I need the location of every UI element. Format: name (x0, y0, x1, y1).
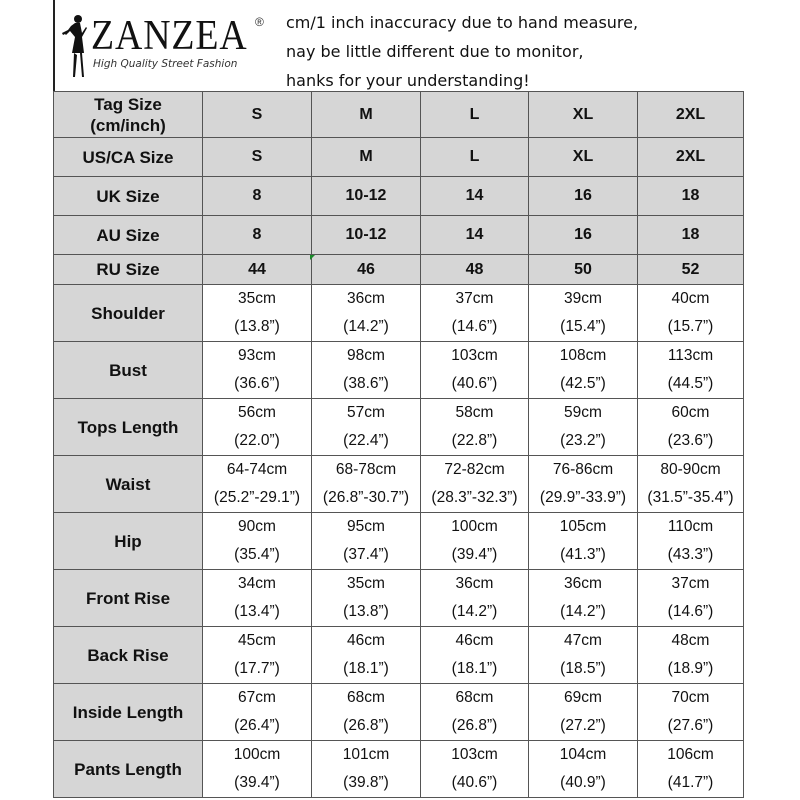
measurement-cell-text: 36cm (564, 575, 602, 592)
measurement-cell (312, 342, 421, 399)
size-value-cell-text: 52 (681, 260, 700, 278)
measurement-cell (638, 399, 744, 456)
size-value-cell (421, 177, 529, 216)
measurement-cell (421, 513, 529, 570)
measurement-cell-text: 80-90cm (660, 461, 721, 478)
note-line: hanks for your understanding! (286, 71, 530, 90)
measurement-cell-text: (22.0”) (234, 432, 280, 449)
measurement-cell-text: 95cm (347, 518, 385, 535)
measurement-cell-text: (22.4”) (343, 432, 389, 449)
size-value-cell-text: 10-12 (345, 226, 387, 243)
measurement-cell-text: 93cm (238, 347, 276, 364)
measurement-cell-text: 68cm (347, 689, 385, 706)
measurement-cell (203, 456, 312, 513)
measurement-cell (203, 684, 312, 741)
measurement-cell-text: (26.8”) (343, 717, 389, 734)
measurement-cell-text: 47cm (564, 632, 602, 649)
measurement-cell-text: (43.3”) (667, 546, 714, 563)
measurement-cell (529, 684, 638, 741)
measurement-cell (638, 570, 744, 627)
size-value-cell (312, 216, 421, 255)
row-label-text: UK Size (96, 186, 160, 206)
measurement-cell-text: (18.1”) (343, 660, 389, 677)
table-header-row (54, 92, 744, 138)
table-row (54, 177, 744, 216)
size-column-header-text: XL (572, 105, 594, 123)
size-value-cell (203, 177, 312, 216)
brand-logo (55, 5, 285, 85)
size-value-cell (638, 255, 744, 285)
size-value-cell-text: 18 (681, 226, 700, 243)
size-value-cell (529, 216, 638, 255)
measurement-cell-text: 68cm (455, 689, 494, 706)
measurement-cell (638, 342, 744, 399)
measurement-cell-text: 48cm (671, 632, 710, 649)
measurement-cell-text: 40cm (671, 290, 710, 307)
measurement-cell-text: 56cm (238, 404, 276, 421)
measurement-cell-text: (26.8”-30.7”) (322, 489, 410, 506)
measurement-cell-text: 46cm (347, 632, 385, 649)
measurement-cell-text: 103cm (451, 746, 498, 763)
measurement-cell-text: (31.5”-35.4”) (647, 489, 734, 506)
table-row (54, 342, 744, 399)
measurement-cell (638, 285, 744, 342)
measurement-cell-text: (36.6”) (234, 375, 280, 392)
measurement-cell-text: (37.4”) (343, 546, 389, 563)
measurement-cell (529, 741, 638, 798)
measurement-cell (529, 513, 638, 570)
size-value-cell (638, 177, 744, 216)
row-label-text: US/CA Size (82, 147, 174, 167)
size-value-cell (421, 255, 529, 285)
measurement-cell (421, 741, 529, 798)
measurement-cell-text: 72-82cm (444, 461, 505, 478)
measurement-cell-text: 34cm (238, 575, 276, 592)
table-row (54, 570, 744, 627)
measurement-notes (286, 8, 638, 95)
measurement-cell-text: (27.6”) (667, 717, 714, 734)
measurement-label (54, 513, 203, 570)
measurement-cell-text: (13.8”) (343, 603, 389, 620)
measurement-label (54, 741, 203, 798)
table-row (54, 255, 744, 285)
measurement-cell (529, 342, 638, 399)
measurement-cell-text: (17.7”) (234, 660, 280, 677)
corner-mark (310, 255, 315, 260)
measurement-cell (421, 399, 529, 456)
measurement-cell-text: (14.6”) (667, 603, 714, 620)
size-value-cell (529, 255, 638, 285)
measurement-cell-text: (15.7”) (667, 318, 714, 335)
measurement-cell (638, 741, 744, 798)
measurement-cell (312, 399, 421, 456)
measurement-cell-text: (14.2”) (343, 318, 389, 335)
measurement-cell-text: (39.4”) (234, 774, 280, 791)
size-value-cell-text: XL (572, 148, 594, 165)
table-row (54, 138, 744, 177)
size-value-cell-text: 14 (465, 187, 484, 204)
measurement-label-text: Back Rise (87, 645, 169, 665)
measurement-cell (529, 627, 638, 684)
measurement-cell-text: 104cm (559, 746, 607, 763)
measurement-label (54, 285, 203, 342)
size-column-header (203, 92, 312, 138)
measurement-cell-text: (26.4”) (234, 717, 280, 734)
measurement-cell-text: 100cm (233, 746, 281, 763)
measurement-cell-text: (13.8”) (234, 318, 280, 335)
measurement-cell-text: 101cm (342, 746, 390, 763)
measurement-cell (529, 399, 638, 456)
measurement-cell-text: 108cm (559, 347, 607, 364)
measurement-cell-text: 59cm (564, 404, 602, 421)
measurement-label (54, 684, 203, 741)
size-column-header-text: L (469, 105, 480, 123)
table-row (54, 456, 744, 513)
measurement-cell-text: 64-74cm (226, 461, 288, 478)
measurement-cell-text: (23.2”) (560, 432, 606, 449)
size-value-cell-text: 8 (252, 226, 262, 243)
measurement-cell-text: 45cm (238, 632, 276, 649)
measurement-cell-text: 69cm (564, 689, 602, 706)
measurement-cell-text: 113cm (667, 347, 714, 364)
size-value-cell-text: 2XL (675, 148, 706, 165)
size-column-header (638, 92, 744, 138)
measurement-cell (312, 627, 421, 684)
measurement-label (54, 627, 203, 684)
measurement-cell-text: 58cm (455, 404, 494, 421)
measurement-cell (421, 627, 529, 684)
measurement-label-text: Bust (109, 360, 147, 380)
measurement-cell-text: (27.2”) (560, 717, 606, 734)
row-label (54, 138, 203, 177)
measurement-cell-text: 76-86cm (552, 461, 614, 478)
table-row (54, 513, 744, 570)
measurement-cell (312, 456, 421, 513)
measurement-label (54, 342, 203, 399)
size-column-header (421, 92, 529, 138)
size-value-cell (203, 255, 312, 285)
size-value-cell-text: L (469, 148, 480, 165)
row-label (54, 177, 203, 216)
size-value-cell-text: S (251, 148, 263, 165)
measurement-cell-text: 36cm (347, 290, 385, 307)
measurement-label (54, 399, 203, 456)
measurement-cell-text: (15.4”) (560, 318, 606, 335)
measurement-cell-text: (41.7”) (667, 774, 714, 791)
row-label-text: RU Size (96, 260, 160, 279)
measurement-cell (312, 285, 421, 342)
measurement-label (54, 456, 203, 513)
measurement-cell-text: 35cm (238, 290, 276, 307)
measurement-cell (203, 627, 312, 684)
measurement-label-text: Front Rise (85, 588, 171, 608)
measurement-cell-text: (41.3”) (560, 546, 606, 563)
measurement-cell-text: 46cm (455, 632, 494, 649)
table-row (54, 216, 744, 255)
measurement-cell-text: 90cm (238, 518, 276, 535)
measurement-cell-text: 36cm (455, 575, 494, 592)
measurement-label-text: Inside Length (72, 702, 184, 722)
size-value-cell-text: 16 (574, 187, 592, 204)
brand-tagline: High Quality Street Fashion (93, 58, 238, 70)
measurement-cell-text: (28.3”-32.3”) (431, 489, 518, 506)
header (0, 0, 800, 90)
measurement-cell (529, 285, 638, 342)
measurement-cell (529, 456, 638, 513)
table-row (54, 684, 744, 741)
measurement-cell (203, 342, 312, 399)
note-line: cm/1 inch inaccuracy due to hand measure, (286, 13, 639, 32)
measurement-cell-text: (14.2”) (560, 603, 606, 620)
size-value-cell-text: 8 (252, 187, 262, 204)
size-value-cell-text: 10-12 (345, 187, 387, 204)
table-row (54, 627, 744, 684)
measurement-cell-text: (40.6”) (451, 375, 498, 392)
measurement-cell (638, 513, 744, 570)
size-column-header (529, 92, 638, 138)
size-value-cell-text: M (359, 148, 373, 165)
measurement-cell-text: 68-78cm (335, 461, 397, 478)
size-value-cell (312, 138, 421, 177)
measurement-cell (421, 570, 529, 627)
measurement-label-text: Shoulder (91, 303, 165, 323)
size-chart-table (53, 91, 744, 798)
measurement-cell (312, 513, 421, 570)
size-value-cell (638, 138, 744, 177)
measurement-cell (638, 627, 744, 684)
measurement-cell-text: (13.4”) (234, 603, 280, 620)
measurement-cell (529, 570, 638, 627)
measurement-cell (203, 399, 312, 456)
measurement-cell-text: (18.1”) (451, 660, 498, 677)
measurement-cell-text: 98cm (347, 347, 385, 364)
measurement-cell-text: 110cm (667, 518, 714, 535)
measurement-cell (312, 570, 421, 627)
size-value-cell-text: 44 (248, 260, 266, 278)
measurement-cell-text: (35.4”) (234, 546, 280, 563)
measurement-label-text: Tops Length (77, 417, 179, 437)
measurement-cell (421, 285, 529, 342)
left-divider (53, 0, 55, 92)
measurement-cell-text: (38.6”) (343, 375, 389, 392)
measurement-cell-text: (39.4”) (451, 546, 498, 563)
measurement-cell (421, 342, 529, 399)
measurement-cell-text: 70cm (671, 689, 710, 706)
measurement-cell (203, 741, 312, 798)
row-label (54, 216, 203, 255)
size-value-cell-text: 16 (574, 226, 592, 243)
size-column-header-text: S (251, 105, 263, 123)
measurement-label (54, 570, 203, 627)
brand-name: ZANZEA (91, 13, 248, 59)
measurement-cell-text: 106cm (667, 746, 714, 763)
measurement-cell-text: 39cm (564, 290, 602, 307)
measurement-cell-text: 100cm (451, 518, 498, 535)
table-row (54, 741, 744, 798)
measurement-cell-text: (42.5”) (560, 375, 606, 392)
tag-size-header-text: (cm/inch) (90, 115, 166, 135)
measurement-cell (312, 684, 421, 741)
measurement-cell-text: (29.9”-33.9”) (539, 489, 627, 506)
woman-silhouette-icon (60, 13, 92, 81)
table-row (54, 285, 744, 342)
size-column-header (312, 92, 421, 138)
size-value-cell (203, 216, 312, 255)
measurement-cell-text: 37cm (671, 575, 710, 592)
measurement-cell-text: 37cm (455, 290, 494, 307)
size-value-cell (203, 138, 312, 177)
measurement-label-text: Hip (114, 531, 142, 551)
measurement-cell-text: 60cm (671, 404, 710, 421)
size-value-cell (421, 138, 529, 177)
size-value-cell-text: 18 (681, 187, 700, 204)
measurement-cell-text: (26.8”) (451, 717, 498, 734)
note-line: nay be little different due to monitor, (286, 42, 584, 61)
measurement-cell (203, 570, 312, 627)
measurement-cell-text: 67cm (238, 689, 276, 706)
size-value-cell (312, 177, 421, 216)
size-column-header-text: 2XL (675, 105, 706, 123)
measurement-label-text: Pants Length (74, 759, 182, 779)
measurement-cell (421, 456, 529, 513)
measurement-cell-text: (25.2”-29.1”) (213, 489, 301, 506)
size-value-cell (529, 138, 638, 177)
tag-size-header (54, 92, 203, 138)
size-value-cell (421, 216, 529, 255)
measurement-cell-text: (23.6”) (667, 432, 714, 449)
size-value-cell-text: 50 (574, 260, 592, 278)
measurement-cell (203, 285, 312, 342)
measurement-cell-text: 105cm (559, 518, 607, 535)
measurement-cell-text: (40.6”) (451, 774, 498, 791)
measurement-cell-text: (14.6”) (451, 318, 498, 335)
tag-size-header-text: Tag Size (94, 94, 162, 114)
measurement-cell-text: 103cm (451, 347, 498, 364)
measurement-cell-text: (18.5”) (560, 660, 606, 677)
measurement-cell-text: 35cm (347, 575, 385, 592)
measurement-cell (638, 684, 744, 741)
size-value-cell-text: 48 (465, 260, 484, 278)
size-value-cell (312, 255, 421, 285)
measurement-cell-text: (22.8”) (451, 432, 498, 449)
measurement-cell (421, 684, 529, 741)
size-value-cell (638, 216, 744, 255)
row-label-text: AU Size (96, 225, 160, 245)
measurement-label-text: Waist (105, 474, 151, 494)
row-label (54, 255, 203, 285)
measurement-cell-text: (18.9”) (667, 660, 714, 677)
measurement-cell-text: (14.2”) (451, 603, 498, 620)
measurement-cell-text: (44.5”) (667, 375, 714, 392)
registered-mark: ® (255, 15, 264, 29)
size-value-cell-text: 46 (357, 260, 375, 278)
measurement-cell (203, 513, 312, 570)
measurement-cell-text: (39.8”) (343, 774, 389, 791)
measurement-cell-text: (40.9”) (560, 774, 606, 791)
measurement-cell-text: 57cm (347, 404, 385, 421)
table-row (54, 399, 744, 456)
size-column-header-text: M (359, 105, 373, 123)
size-value-cell-text: 14 (465, 226, 484, 243)
measurement-cell (312, 741, 421, 798)
measurement-cell (638, 456, 744, 513)
size-value-cell (529, 177, 638, 216)
